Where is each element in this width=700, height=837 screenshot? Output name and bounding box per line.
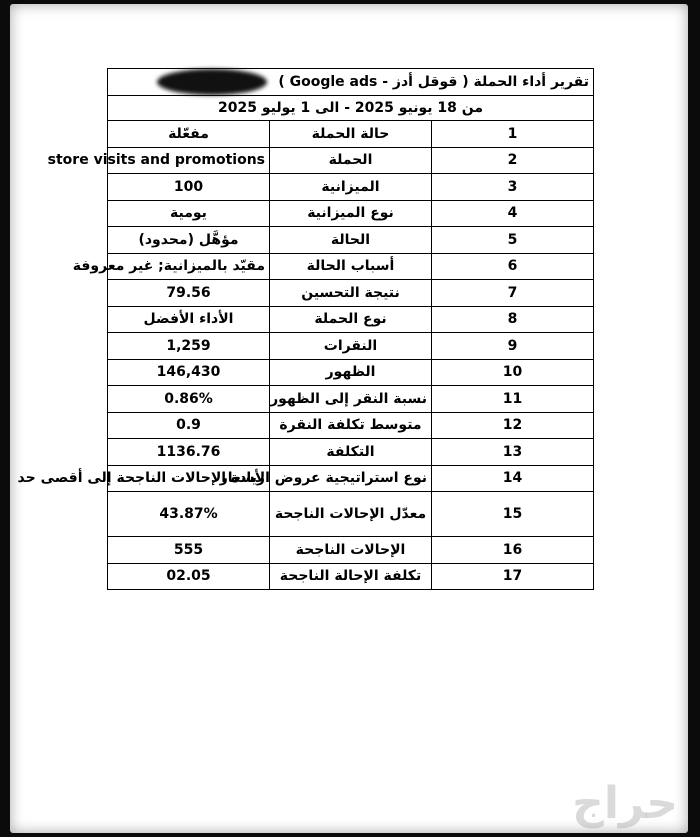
report-title: تقرير أداء الحملة ( قوقل أدز - Google ads ) (278, 74, 589, 90)
row-label: نوع الميزانية (270, 200, 432, 227)
row-value: 100 (108, 174, 270, 201)
row-value: 0.9 (108, 412, 270, 439)
table-row (108, 200, 594, 227)
row-number: 2 (432, 147, 594, 174)
table-row (108, 386, 594, 413)
row-value: 555 (108, 537, 270, 564)
table-row (108, 121, 594, 148)
row-number: 16 (432, 537, 594, 564)
row-value: store visits and promotions (108, 147, 270, 174)
table-row (108, 253, 594, 280)
table-row (108, 412, 594, 439)
campaign-report-table (17, 68, 594, 590)
table-row (108, 333, 594, 360)
row-number: 13 (432, 439, 594, 466)
row-label: تكلفة الإحالة الناجحة (270, 563, 432, 590)
report-title-cell (108, 69, 594, 96)
row-label: النقرات (270, 333, 432, 360)
row-label: الميزانية (270, 174, 432, 201)
row-number: 7 (432, 280, 594, 307)
table-row (108, 227, 594, 254)
row-value: مفعّلة (108, 121, 270, 148)
redacted-name (157, 69, 267, 95)
row-value: 1136.76 (108, 439, 270, 466)
row-label: نتيجة التحسين (270, 280, 432, 307)
table-row (108, 174, 594, 201)
row-label: حالة الحملة (270, 121, 432, 148)
row-number: 11 (432, 386, 594, 413)
row-value: 79.56 (108, 280, 270, 307)
row-value: 02.05 (108, 563, 270, 590)
table-row (108, 439, 594, 466)
table-row (108, 537, 594, 564)
row-number: 17 (432, 563, 594, 590)
table-row (108, 147, 594, 174)
row-value: 0.86% (108, 386, 270, 413)
row-number: 12 (432, 412, 594, 439)
row-label: الحالة (270, 227, 432, 254)
row-value: الأداء الأفضل (108, 306, 270, 333)
table-row (108, 306, 594, 333)
row-label: الظهور (270, 359, 432, 386)
table-row (108, 359, 594, 386)
row-label: نسبة النقر إلى الظهور (270, 386, 432, 413)
title-row (108, 69, 594, 96)
row-number: 15 (432, 492, 594, 537)
table-row (108, 492, 594, 537)
row-number: 3 (432, 174, 594, 201)
report-rows (17, 121, 594, 590)
row-label: الإحالات الناجحة (270, 537, 432, 564)
row-number: 14 (432, 465, 594, 492)
row-number: 1 (432, 121, 594, 148)
row-value: مؤهَّل (محدود) (108, 227, 270, 254)
row-value: 146,430 (108, 359, 270, 386)
row-label: نوع الحملة (270, 306, 432, 333)
row-number: 9 (432, 333, 594, 360)
date-row (108, 96, 594, 121)
row-label: معدّل الإحالات الناجحة (270, 492, 432, 537)
table-row (108, 280, 594, 307)
table-row (108, 465, 594, 492)
haraj-watermark-logo: حراج (572, 778, 678, 829)
row-value: يومية (108, 200, 270, 227)
row-number: 8 (432, 306, 594, 333)
row-label: متوسط تكلفة النقرة (270, 412, 432, 439)
row-label: نوع استراتيجية عروض الأسعار (270, 465, 432, 492)
row-number: 10 (432, 359, 594, 386)
table-row (108, 563, 594, 590)
row-label: التكلفة (270, 439, 432, 466)
row-value: مقيّد بالميزانية; غير معروفة (108, 253, 270, 280)
row-number: 5 (432, 227, 594, 254)
row-value: 1,259 (108, 333, 270, 360)
row-number: 4 (432, 200, 594, 227)
row-number: 6 (432, 253, 594, 280)
report-date-range: من 18 يونيو 2025 - الى 1 يوليو 2025 (108, 96, 594, 121)
row-label: أسباب الحالة (270, 253, 432, 280)
row-value: 43.87% (108, 492, 270, 537)
row-value: زيادة الإحالات الناجحة إلى أقصى حد (108, 465, 270, 492)
row-label: الحملة (270, 147, 432, 174)
